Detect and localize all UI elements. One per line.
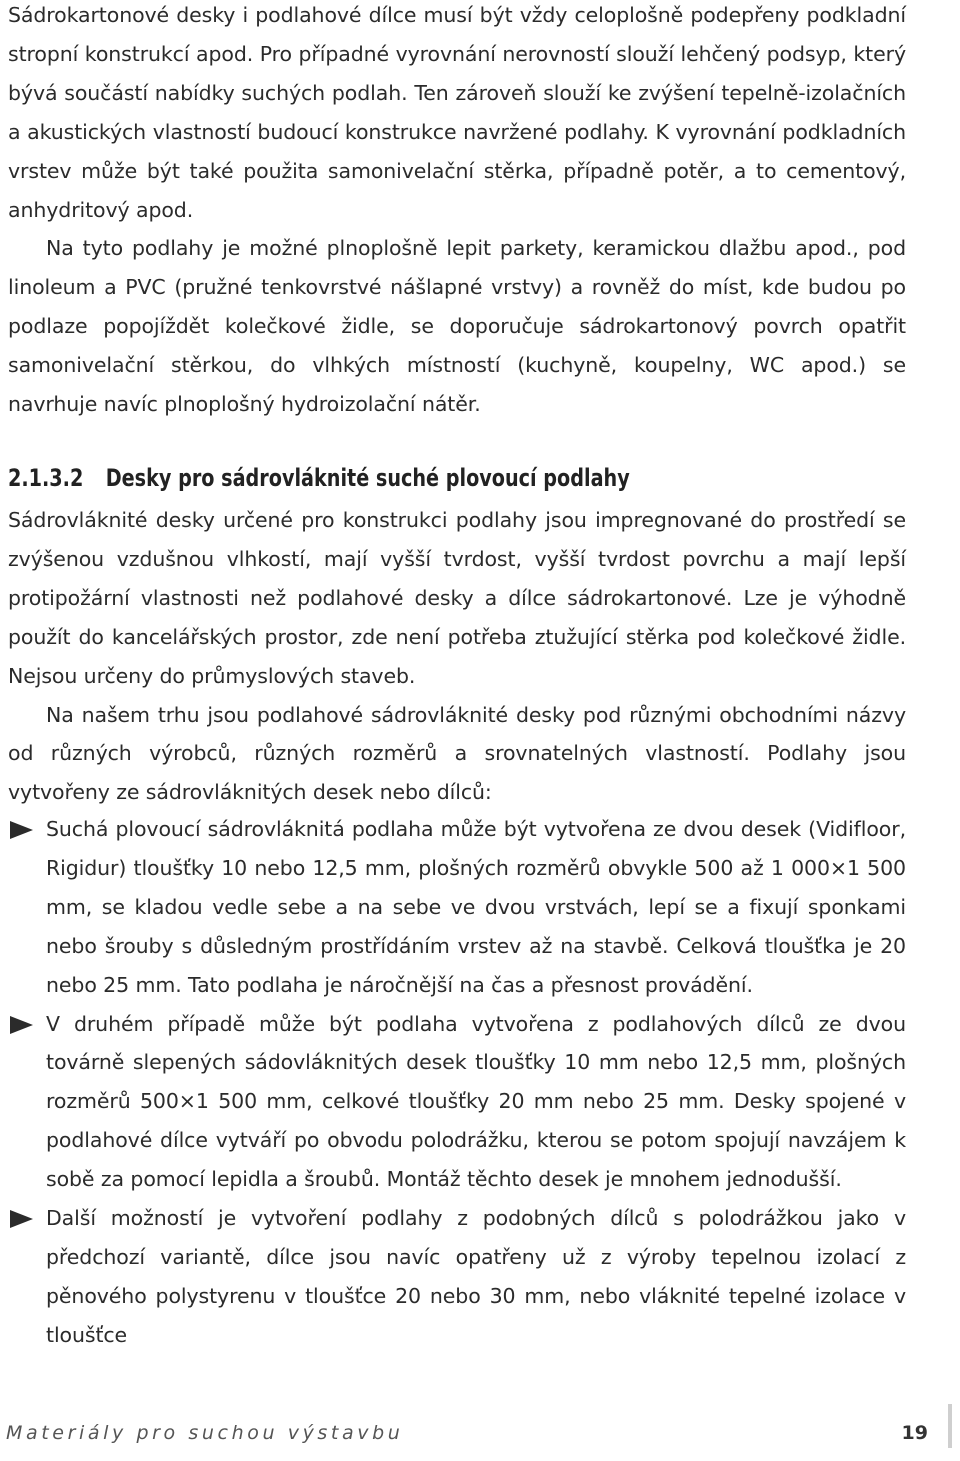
footer-title: Materiály pro suchou výstavbu [6, 1422, 404, 1444]
list-item-text: Další možností je vytvoření podlahy z podobných dílců s polodrážkou jako v předchozí variantě, dílce jsou navíc opatřeny už z výroby tepelnou izolací z pěnového polystyrenu v tloušťce 20 nebo 30 mm, nebo vláknité tepelné izolace v tloušťce [46, 1206, 906, 1347]
list-item [0, 810, 906, 1005]
intro-text [8, 0, 906, 424]
triangle-bullet-icon [10, 1210, 33, 1228]
section-title: Desky pro sádrovláknité suché plovoucí podlahy [105, 464, 630, 492]
paragraph: Na našem trhu jsou podlahové sádrovláknité desky pod různými obchodními názvy od různých výrobců, různých rozměrů a srovnatelných vlastností. Podlahy jsou vytvořeny ze sádrovláknitých desek nebo dílců: [8, 702, 906, 805]
page-edge-rule [948, 1404, 952, 1448]
triangle-bullet-icon [10, 1016, 33, 1034]
list-item-text: V druhém případě může být podlaha vytvořena z podlahových dílců ze dvou továrně slepených sádovláknitých desek tloušťky 10 mm nebo 12,5 mm, plošných rozměrů 500×1 500 mm, celkové tloušťky 20 mm nebo 25 mm. Desky spojené v podlahové dílce vytváří po obvodu polodrážku, kterou se potom spojují navzájem k sobě za pomocí lepidla a šroubů. Montáž těchto desek je mnohem jednodušší. [46, 1011, 906, 1192]
paragraph: Na tyto podlahy je možné plnoplošně lepit parkety, keramickou dlažbu apod., pod linoleum a PVC (pružné tenkovrstvé nášlapné vrstvy) a rovněž do míst, kde budou po podlaze popojíždět kolečkové židle, se doporučuje sádrokartonový povrch opatřit samonivelační stěrkou, do vlhkých místností (kuchyně, koupelny, WC apod.) se navrhuje navíc plnoplošný hydroizolační nátěr. [8, 236, 906, 417]
list-item [0, 1199, 906, 1355]
list-item-text: Suchá plovoucí sádrovláknitá podlaha může být vytvořena ze dvou desek (Vidifloor, Rigidur) tloušťky 10 nebo 12,5 mm, plošných rozměrů obvykle 500 až 1 000×1 500 mm, se kladou vedle sebe a na sebe ve dvou vrstvách, lepí se a fixují sponkami nebo šrouby s důsledným prostřídáním vrstev až na stavbě. Celková tloušťka je 20 nebo 25 mm. Tato podlaha je náročnější na čas a přesnost provádění. [46, 817, 906, 997]
section-heading [8, 458, 630, 498]
paragraph: Sádrovláknité desky určené pro konstrukci podlahy jsou impregnované do prostředí se zvýšenou vzdušnou vlhkostí, mají vyšší tvrdost, vyšší tvrdost povrchu a mají lepší protipožární vlastnosti než podlahové desky a dílce sádrokartonové. Lze je výhodně použít do kancelářských prostor, zde není potřeba ztužující stěrka pod kolečkové židle. Nejsou určeny do průmyslových staveb. [8, 508, 906, 688]
bullet-list [0, 810, 960, 1355]
section-body [8, 501, 906, 812]
page-footer [6, 1418, 926, 1448]
paragraph: Sádrokartonové desky i podlahové dílce musí být vždy celoplošně podepřeny podkladní stropní konstrukcí apod. Pro případné vyrovnání nerovností slouží lehčený podsyp, který bývá součástí nabídky suchých podlah. Ten zároveň slouží ke zvýšení tepelně-izolačních a akustických vlastností budoucí konstrukce navržené podlahy. K vyrovnání podkladních vrstev může být také použita samonivelační stěrka, případně potěr, a to cementový, anhydritový apod. [8, 3, 906, 222]
page-number: 19 [901, 1422, 928, 1444]
list-item [0, 1005, 906, 1200]
section-number: 2.1.3.2 [8, 464, 84, 492]
triangle-bullet-icon [10, 821, 33, 839]
